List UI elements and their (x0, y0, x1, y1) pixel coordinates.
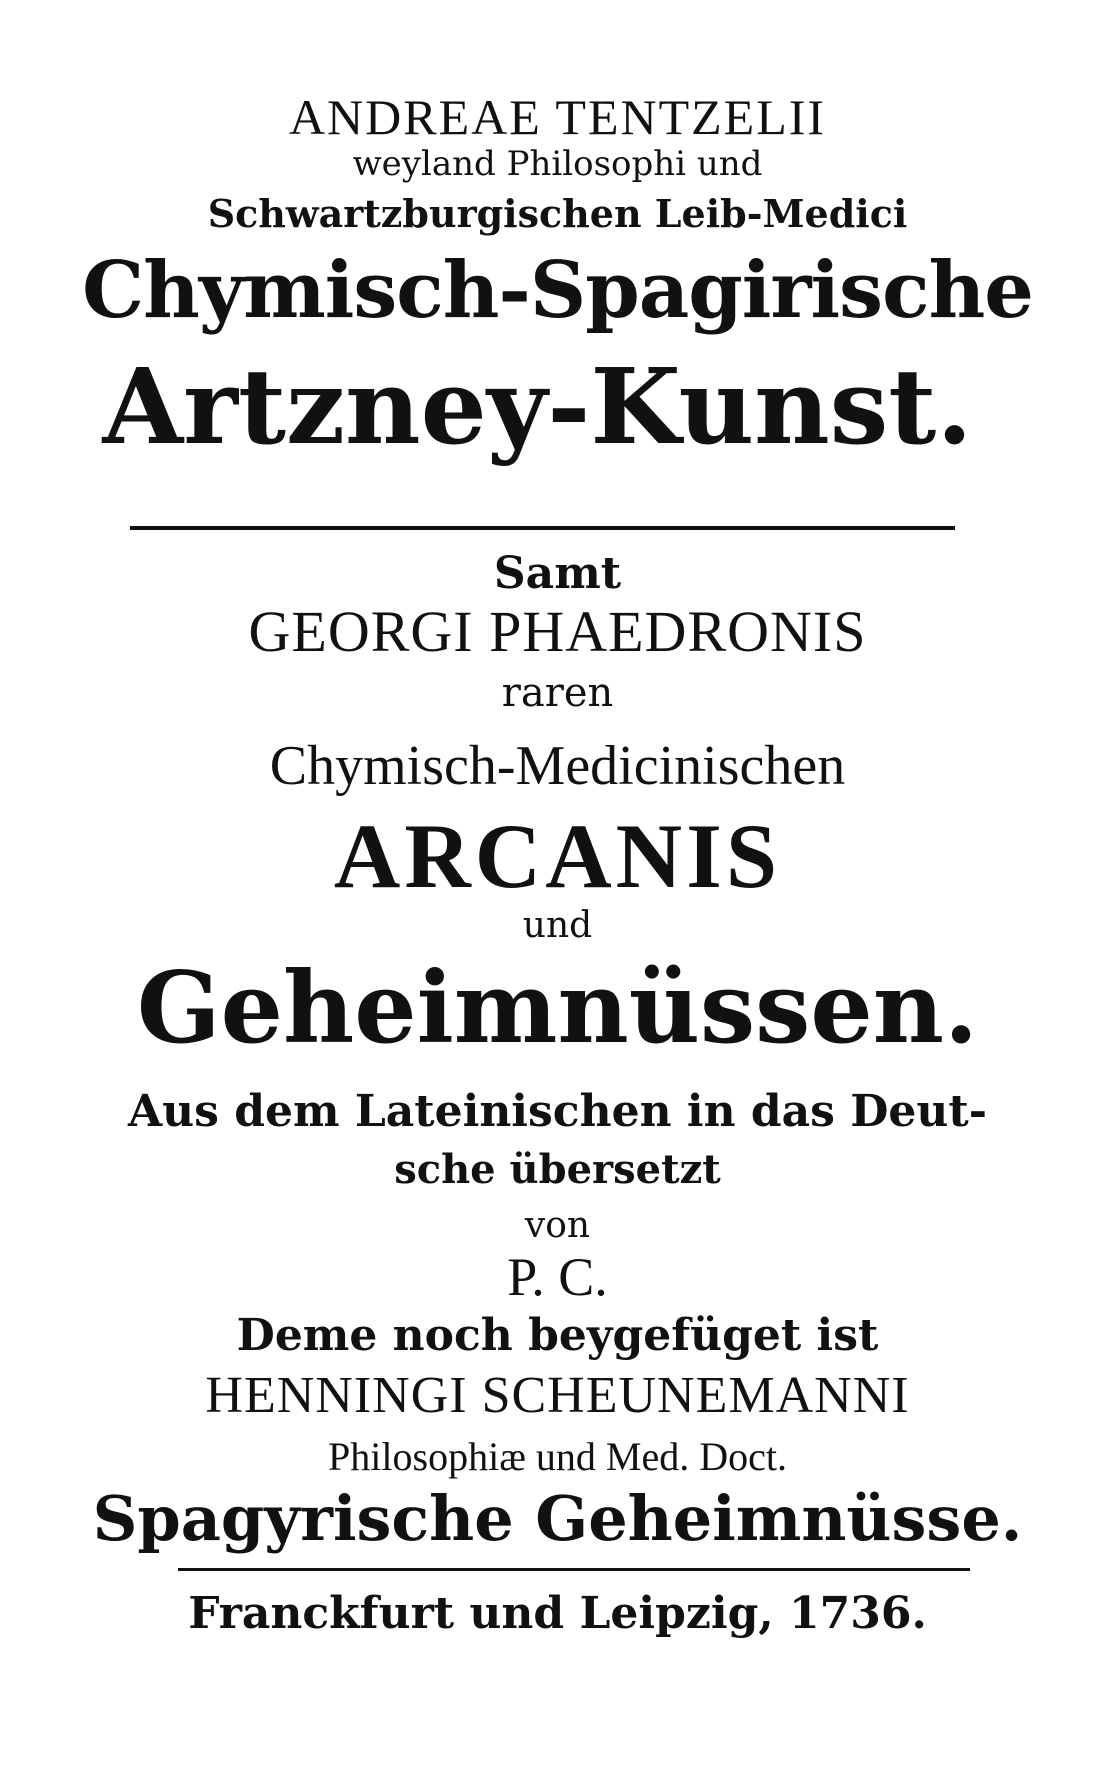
raren-label: raren (501, 670, 614, 716)
arcanis-title: ARCANIS (333, 805, 782, 907)
appended-note: Deme noch beygefüget ist (236, 1310, 879, 1361)
translation-line-2: sche übersetzt (394, 1146, 721, 1193)
translation-line-1: Aus dem Lateinischen in das Deut- (127, 1086, 987, 1137)
divider-rule-bottom (178, 1568, 970, 1571)
main-title-line-2: Artzney-Kunst. (102, 345, 973, 468)
author-description-line-1: weyland Philosophi und (352, 144, 763, 184)
samt-label: Samt (493, 548, 622, 599)
second-subtitle: Chymisch-Medicinischen (269, 735, 846, 797)
author-description-line-2: Schwartzburgischen Leib-Medici (207, 191, 908, 236)
von-label: von (524, 1205, 591, 1246)
second-author-name: GEORGI PHAEDRONIS (248, 599, 867, 664)
author-name: ANDREAE TENTZELII (288, 89, 827, 145)
third-author-name: HENNINGI SCHEUNEMANNI (205, 1367, 910, 1424)
divider-rule-top (130, 526, 955, 530)
imprint-line: Franckfurt und Leipzig, 1736. (188, 1588, 927, 1639)
third-author-description: Philosophiæ und Med. Doct. (328, 1434, 787, 1479)
main-title-line-1: Chymisch-Spagirische (82, 245, 1033, 336)
und-label: und (522, 905, 593, 946)
translator-initials: P. C. (507, 1247, 608, 1307)
geheimnussen-title: Geheimnüssen. (136, 951, 979, 1066)
third-title: Spagyrische Geheimnüsse. (92, 1482, 1023, 1555)
